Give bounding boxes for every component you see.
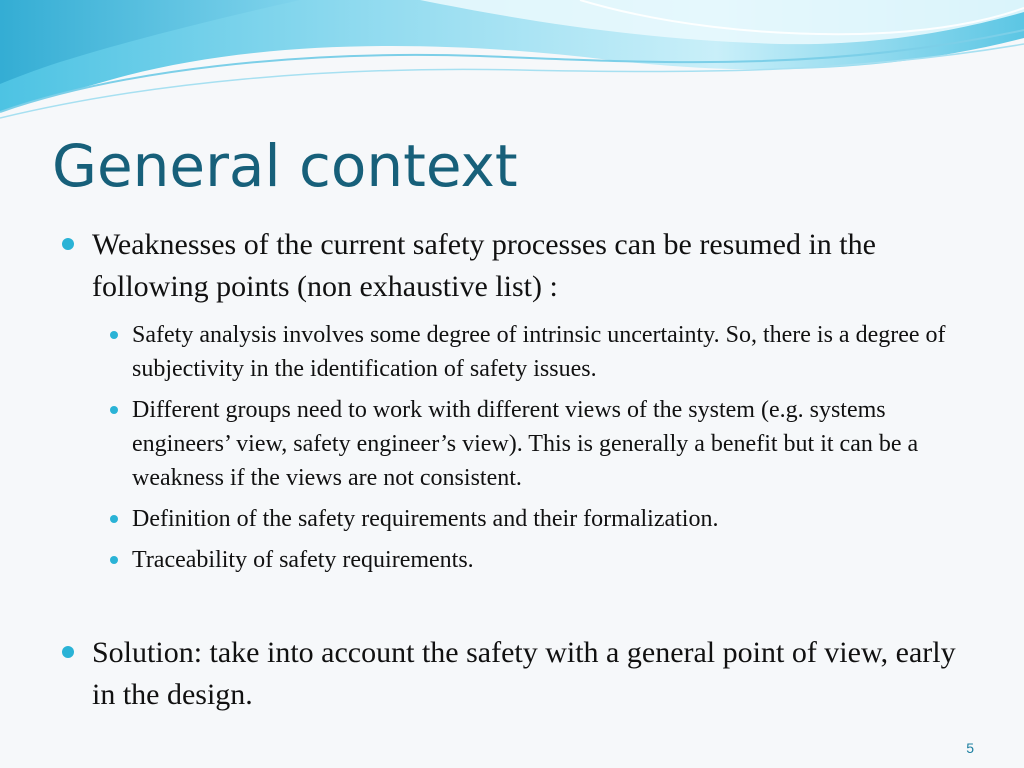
bullet-dot-icon xyxy=(62,646,74,658)
sub-bullet-dot-icon xyxy=(110,556,118,564)
bullet-item-weaknesses xyxy=(62,224,982,577)
sub-bullet-text: Different groups need to work with different views of the system (e.g. systems engineers’ view, safety engineer’s view). This is generally a benefit but it can be a weakness if the views are not consistent. xyxy=(132,397,919,491)
sub-bullet-item xyxy=(110,543,982,577)
spacer xyxy=(62,584,982,632)
sub-bullet-dot-icon xyxy=(110,331,118,339)
sub-bullet-list xyxy=(110,318,982,577)
sub-bullet-item xyxy=(110,318,982,386)
sub-bullet-dot-icon xyxy=(110,515,118,523)
bullet-item-solution xyxy=(62,632,982,716)
bullet-text: Solution: take into account the safety with a general point of view, early in the design. xyxy=(92,636,956,711)
sub-bullet-item xyxy=(110,393,982,495)
slide-title: General context xyxy=(52,132,518,200)
bullet-text: Weaknesses of the current safety processes can be resumed in the following points (non exhaustive list) : xyxy=(92,228,876,303)
sub-bullet-text: Safety analysis involves some degree of intrinsic uncertainty. So, there is a degree of subjectivity in the identification of safety issues. xyxy=(132,322,946,382)
page-number: 5 xyxy=(966,740,974,756)
sub-bullet-dot-icon xyxy=(110,406,118,414)
header-wave-decoration xyxy=(0,0,1024,130)
bullet-list xyxy=(62,224,982,716)
bullet-dot-icon xyxy=(62,238,74,250)
slide-content xyxy=(62,224,982,716)
sub-bullet-text: Traceability of safety requirements. xyxy=(132,547,474,573)
sub-bullet-text: Definition of the safety requirements and their formalization. xyxy=(132,506,719,532)
sub-bullet-item xyxy=(110,502,982,536)
